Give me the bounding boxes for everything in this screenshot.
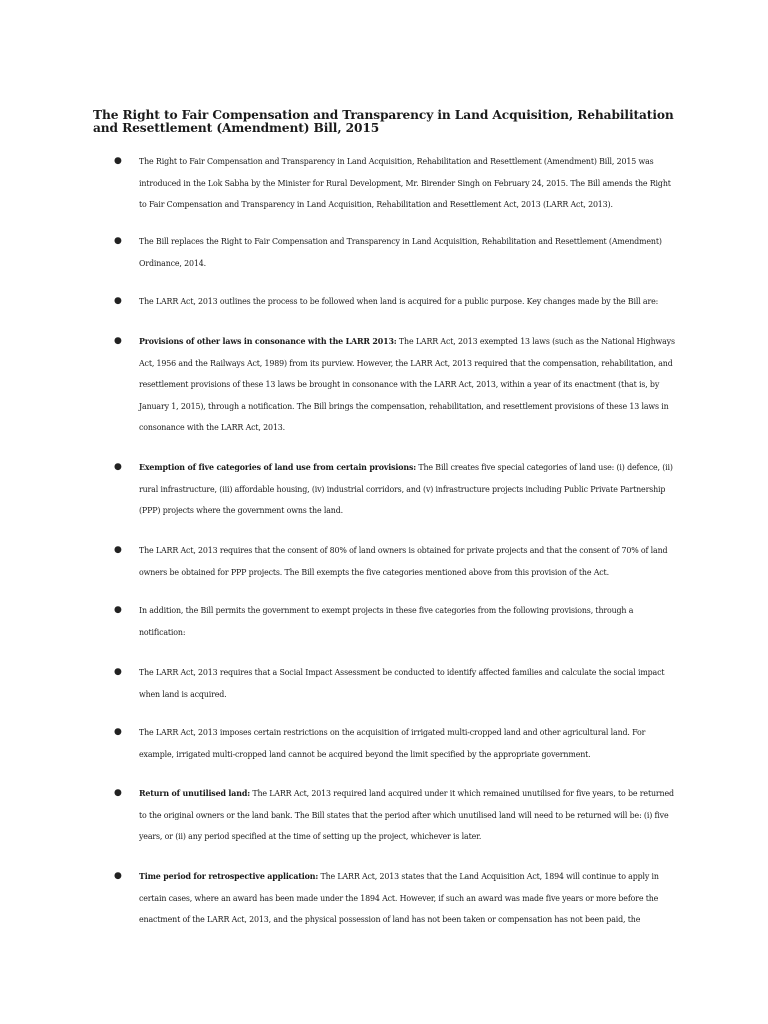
list-item-text xyxy=(139,151,676,216)
list-item-body: The LARR Act, 2013 exempted 13 laws (such as the National Highways Act, 1956 and the Railways Act, 1989) from its purview. However, the LARR Act, 2013 required that the compensation, rehabilitation, and resettlement provisions of these 13 laws be brought in consonance with the LARR Act, 2013, within a year of its enactment (that is, by January 1, 2015), through a notification. The Bill brings the compensation, rehabilitation, and resettlement provisions of these 13 laws in consonance with the LARR Act, 2013. xyxy=(139,337,675,432)
list-item-body: The Right to Fair Compensation and Transparency in Land Acquisition, Rehabilitation and Resettlement (Amendment) Bill, 2015 was introduced in the Lok Sabha by the Minister for Rural Development, Mr. Birender Singh on February 24, 2015. The Bill amends the Right to Fair Compensation and Transparency in Land Acquisition, Rehabilitation and Resettlement Act, 2013 (LARR Act, 2013). xyxy=(139,157,671,209)
list-item-text xyxy=(139,866,676,931)
bullet-icon: ● xyxy=(114,236,122,246)
list-item-body: The LARR Act, 2013 required land acquired under it which remained unutilised for five years, to be returned to the original owners or the land bank. The Bill states that the period after which unutilised land will need to be returned will be: (i) five years, or (ii) any period specified at the time of setting up the project, whichever is later. xyxy=(139,789,674,841)
list-item-body: The LARR Act, 2013 outlines the process to be followed when land is acquired for a public purpose. Key changes made by the Bill are: xyxy=(139,297,659,306)
list-item-text xyxy=(139,783,676,848)
bullet-icon: ● xyxy=(114,462,122,472)
bullet-icon: ● xyxy=(114,788,122,798)
list-item-body: The LARR Act, 2013 requires that a Social Impact Assessment be conducted to identify affected families and calculate the social impact when land is acquired. xyxy=(139,668,665,699)
document-title: The Right to Fair Compensation and Transparency in Land Acquisition, Rehabilitation and Resettlement (Amendment) Bill, 2015 xyxy=(93,108,674,135)
bullet-icon: ● xyxy=(114,336,122,346)
bullet-icon: ● xyxy=(114,545,122,555)
list-item-body: The LARR Act, 2013 imposes certain restrictions on the acquisition of irrigated multi-cropped land and other agricultural land. For example, irrigated multi-cropped land cannot be acquired beyond the limit specified by the appropriate government. xyxy=(139,728,646,759)
list-item-text xyxy=(139,662,676,705)
list-item-text xyxy=(139,331,676,439)
bullet-icon: ● xyxy=(114,156,122,166)
list-item-lead: Return of unutilised land: xyxy=(139,789,250,798)
list-item-text xyxy=(139,540,676,583)
list-item-body: The LARR Act, 2013 requires that the consent of 80% of land owners is obtained for private projects and that the consent of 70% of land owners be obtained for PPP projects. The Bill exempts the five categories mentioned above from this provision of the Act. xyxy=(139,546,668,577)
bullet-icon: ● xyxy=(114,727,122,737)
bullet-icon: ● xyxy=(114,605,122,615)
list-item-body: The LARR Act, 2013 states that the Land Acquisition Act, 1894 will continue to apply in certain cases, where an award has been made under the 1894 Act. However, if such an award was made five years or more before the enactment of the LARR Act, 2013, and the physical possession of land has not been taken or compensation has not been paid, the xyxy=(139,872,659,924)
list-item-lead: Exemption of five categories of land use from certain provisions: xyxy=(139,463,417,472)
list-item-body: The Bill replaces the Right to Fair Compensation and Transparency in Land Acquisition, Rehabilitation and Resettlement (Amendment) Ordinance, 2014. xyxy=(139,237,662,268)
list-item-text xyxy=(139,291,676,313)
list-item-text xyxy=(139,231,676,274)
list-item-text xyxy=(139,600,676,643)
list-item-text xyxy=(139,457,676,522)
bullet-icon: ● xyxy=(114,871,122,881)
list-item-text xyxy=(139,722,676,765)
list-item-body: In addition, the Bill permits the government to exempt projects in these five categories from the following provisions, through a notification: xyxy=(139,606,634,637)
bullet-icon: ● xyxy=(114,296,122,306)
list-item-lead: Provisions of other laws in consonance with the LARR 2013: xyxy=(139,337,397,346)
bullet-icon: ● xyxy=(114,667,122,677)
list-item-body: The Bill creates five special categories of land use: (i) defence, (ii) rural infrastructure, (iii) affordable housing, (iv) industrial corridors, and (v) infrastructure projects including Public Private Partnership (PPP) projects where the government owns the land. xyxy=(139,463,673,515)
list-item-lead: Time period for retrospective application: xyxy=(139,872,319,881)
